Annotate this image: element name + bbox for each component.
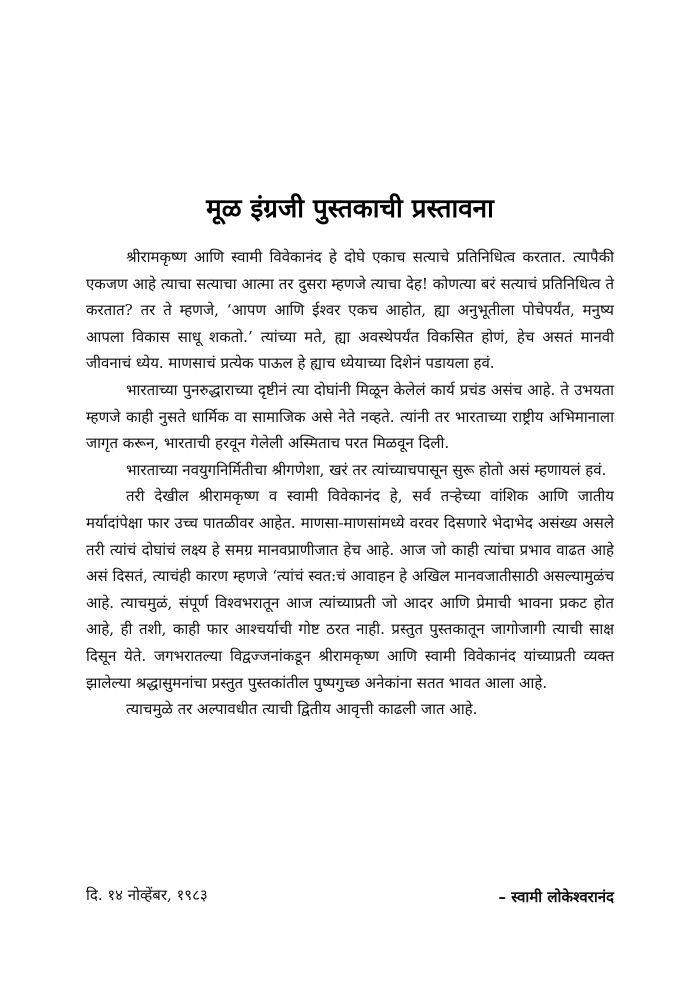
date-text: दि. १४ नोव्हेंबर, १९८३ xyxy=(86,886,208,904)
paragraph: भारताच्या पुनरुद्धाराच्या दृष्टीनं त्या दोघांनी मिळून केलेलं कार्य प्रचंड असंच आहे. ते उभयता म्हणजे काही नुसते धार्मिक वा सामाजिक असे नेते नव्हते. त्यांनी तर भारताच्या राष्ट्रीय अभिमानाला जागृत करून, भारताची हरवून गेलेली अस्मिताच परत मिळवून दिली. xyxy=(86,380,614,453)
paragraph: तरी देखील श्रीरामकृष्ण व स्वामी विवेकानंद हे, सर्व तऱ्हेच्या वांशिक आणि जातीय मर्यादांपेक्षा फार उच्च पातळीवर आहेत. माणसा-माणसांमध्ये वरवर दिसणारे भेदाभेद असंख्य असले तरी त्यांचं दोघांचं लक्ष्य हे समग्र मानवप्राणीजात हेच आहे. आज जो काही त्यांचा प्रभाव वाढत आहे असं दिसतं, त्याचंही कारण म्हणजे ‘त्यांचं स्वत:चं आवाहन हे अखिल मानवजातीसाठी असल्यामुळंच आहे. त्याचमुळं, संपूर्ण विश्वभरातून आज त्यांच्याप्रती जो आदर आणि प्रेमाची भावना प्रकट होत आहे, ही तशी, काही फार आश्चर्याची गोष्ट ठरत नाही. प्रस्तुत पुस्तकातून जागोजागी त्याची साक्ष दिसून येते. जगभरातल्या विद्वज्जनांकडून श्रीरामकृष्ण आणि स्वामी विवेकानंद यांच्याप्रती व्यक्त झालेल्या श्रद्धासुमनांचा प्रस्तुत पुस्तकांतील पुष्पगुच्छ अनेकांना सतत भावत आला आहे. xyxy=(86,487,614,692)
paragraph: श्रीरामकृष्ण आणि स्वामी विवेकानंद हे दोघे एकाच सत्याचे प्रतिनिधित्व करतात. त्यापैकी एकजण आहे त्याचा सत्याचा आत्मा तर दुसरा म्हणजे त्याचा देह! कोणत्या बरं सत्याचं प्रतिनिधित्व ते करतात? तर ते म्हणजे, ‘आपण आणि ईश्वर एकच आहोत, ह्या अनुभूतीला पोचेपर्यंत, मनुष्य आपला विकास साधू शकतो.’ त्यांच्या मते, ह्या अवस्थेपर्यंत विकसित होणं, हेच असतं मानवी जीवनाचं ध्येय. माणसाचं प्रत्येक पाऊल हे ह्याच ध्येयाच्या दिशेनं पडायला हवं. xyxy=(86,248,614,373)
paragraph: भारताच्या नवयुगनिर्मितीचा श्रीगणेशा, खरं तर त्यांच्याचपासून सुरू होतो असं म्हणायलं हवं. xyxy=(126,460,607,479)
page-title: मूळ इंग्रजी पुस्तकाची प्रस्तावना xyxy=(206,194,494,224)
paragraph: त्याचमुळे तर अल्पावधीत त्याची द्वितीय आवृत्ती काढली जात आहे. xyxy=(126,700,478,719)
preface-body xyxy=(86,244,614,723)
footer xyxy=(86,882,614,912)
signature: – स्वामी लोकेश्वरानंद xyxy=(498,888,614,906)
